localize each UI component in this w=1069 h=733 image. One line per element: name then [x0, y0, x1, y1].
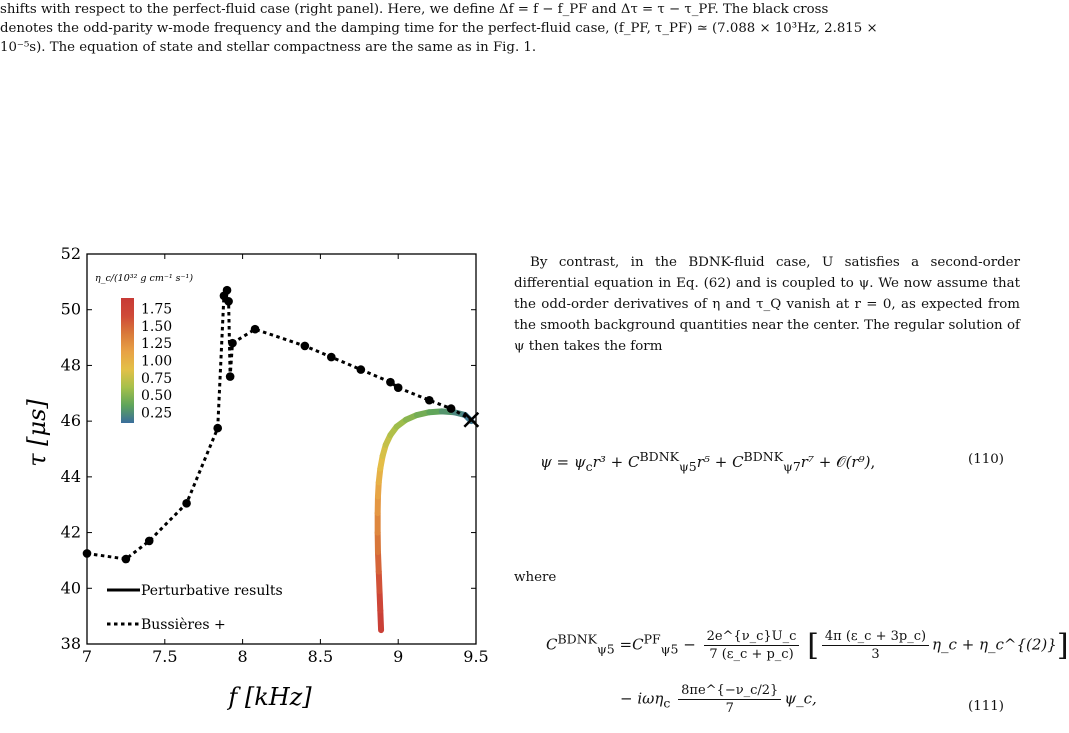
colorbar-tick-label: 1.00 [141, 353, 173, 370]
colorbar-label: η_c/(10³² g cm⁻¹ s⁻¹) [95, 273, 194, 284]
eq110-sub5: ψ5 [678, 459, 697, 474]
y-tick-label: 52 [60, 244, 81, 263]
colorbar-tick-label: 1.50 [141, 318, 173, 335]
eq111-fraction-2 [822, 629, 929, 662]
bussieres-point [213, 424, 222, 433]
bussieres-point [83, 549, 92, 558]
body-paragraph [514, 252, 1020, 357]
colorbar-tick-label: 1.75 [141, 301, 173, 318]
eq111-sup: BDNK [557, 631, 597, 647]
eq111-frac1-den: 7 (ε_c + p_c) [709, 647, 794, 662]
caption-line: denotes the odd-parity w-mode frequency and the damping time for the perfect-fluid case, (f_PF, τ_PF) ≃ (7.088 × 10³Hz, 2.815 × [0, 21, 878, 36]
eq110-sup: BDNK [639, 449, 679, 464]
bussieres-point [394, 383, 403, 392]
bussieres-point [301, 342, 310, 351]
eq110-plus: + [818, 453, 832, 471]
bussieres-point [122, 555, 131, 564]
eq111-right-bracket: ] [1056, 628, 1069, 663]
bussieres-point [447, 404, 456, 413]
eq111-frac1-num: 2e^{ν_c}U_c [704, 629, 800, 646]
eq111-frac2-num: 4π (ε_c + 3p_c) [822, 629, 929, 646]
eq111-sub: ψ5 [596, 641, 615, 657]
equation-number-110: (110) [968, 452, 1005, 467]
bussieres-point [145, 537, 154, 546]
eq111-fraction-3 [678, 683, 781, 716]
bussieres-point [425, 396, 434, 405]
eq111-sup: PF [643, 631, 661, 647]
x-tick-label: 7 [81, 647, 93, 666]
eq111-left-bracket: [ [807, 628, 819, 663]
eq110-r3: r³ [592, 453, 606, 471]
y-tick-label: 40 [60, 578, 81, 598]
eq110-lhs: ψ = [540, 453, 570, 471]
legend-entry: Bussières + [141, 617, 226, 633]
eq111-line2-sub: c [663, 695, 671, 711]
paragraph-text: By contrast, in the BDNK-fluid case, U satisfies a second-order differential equation in Eq. (62) and is coupled to ψ. We now assume that the odd-order derivatives of η and τ_Q vanish at r = 0, as expected from the smooth background quantities near the center. The regular solution of ψ then takes the form [514, 255, 1020, 354]
y-axis-label: τ [μs] [23, 399, 51, 467]
bussieres-point [223, 286, 232, 295]
caption-line: shifts with respect to the perfect-fluid case (right panel). Here, we define Δf = f − f_PF and Δτ = τ − τ_PF. The black cross [0, 2, 829, 17]
x-tick-label: 8 [237, 647, 248, 666]
eq111-frac2-den: 3 [871, 647, 880, 662]
caption-line: 10⁻⁵s). The equation of state and stellar compactness are the same as in Fig. 1. [0, 40, 537, 55]
colorbar-gradient [121, 298, 134, 423]
eq110-r7: r⁷ [800, 453, 814, 471]
x-axis-label: f [kHz] [228, 683, 312, 711]
eq110-O: 𝒪 [836, 453, 846, 471]
legend-entry: Perturbative results [141, 583, 283, 599]
eq111-c: C [546, 635, 558, 654]
eq111-psi: ψ_c, [784, 689, 817, 708]
eq110-sup: BDNK [743, 449, 784, 464]
legend [107, 583, 283, 633]
equation-number-111: (111) [968, 699, 1005, 714]
bussieres-point [251, 325, 260, 334]
colorbar-tick-label: 0.25 [141, 405, 173, 422]
y-tick-label: 38 [60, 634, 81, 653]
eq110-sub7: ψ7 [783, 459, 801, 474]
y-tick-label: 50 [60, 299, 81, 319]
eq110-r9: (r⁹) [845, 453, 871, 471]
x-tick-label: 7.5 [152, 647, 178, 666]
eq111-c: C [632, 635, 644, 654]
eq111-fraction-1 [704, 629, 800, 662]
bussieres-point [386, 378, 395, 387]
eq110-plus: + [610, 453, 624, 471]
eq110-plus: + [714, 453, 728, 471]
where-text: where [514, 570, 557, 585]
bussieres-point [182, 499, 191, 508]
x-tick-label: 9.5 [463, 647, 489, 666]
eq111-eta: η_c + η_c^{(2)} [932, 635, 1057, 654]
eq110-psi: ψ [573, 453, 586, 471]
y-tick-label: 44 [60, 466, 81, 486]
equation-111 [546, 628, 1069, 663]
x-tick-label: 9 [393, 647, 404, 666]
bussieres-point [226, 372, 235, 381]
equation-110 [540, 449, 875, 474]
x-tick-label: 8.5 [307, 647, 334, 666]
y-tick-label: 46 [60, 411, 81, 431]
colorbar-tick-label: 0.50 [141, 388, 173, 405]
eq111-line2-term: − iωη [620, 689, 664, 708]
figure-caption [0, 0, 1024, 57]
eq110-c: C [732, 453, 744, 471]
eq110-c: C [628, 453, 640, 471]
colorbar [95, 273, 193, 423]
equation-111-line2 [620, 683, 817, 716]
chart-figure [0, 235, 505, 733]
eq110-sub: c [585, 459, 593, 474]
bussieres-point [327, 353, 336, 362]
colorbar-tick-label: 0.75 [141, 370, 173, 387]
eq110-comma: , [870, 453, 876, 471]
colorbar-tick-label: 1.25 [141, 336, 173, 353]
bussieres-point [224, 297, 233, 306]
eq111-equals: = [619, 635, 633, 654]
bussieres-point [228, 339, 237, 348]
eq111-sub: ψ5 [660, 641, 679, 657]
y-tick-label: 48 [60, 355, 81, 375]
eq111-minus: − [683, 635, 696, 654]
eq110-r5: r⁵ [696, 453, 710, 471]
bussieres-point [357, 365, 366, 374]
eq111-frac3-num: 8πe^{−ν_c/2} [678, 683, 781, 700]
eq111-frac3-den: 7 [725, 701, 734, 716]
y-tick-label: 42 [60, 522, 81, 542]
